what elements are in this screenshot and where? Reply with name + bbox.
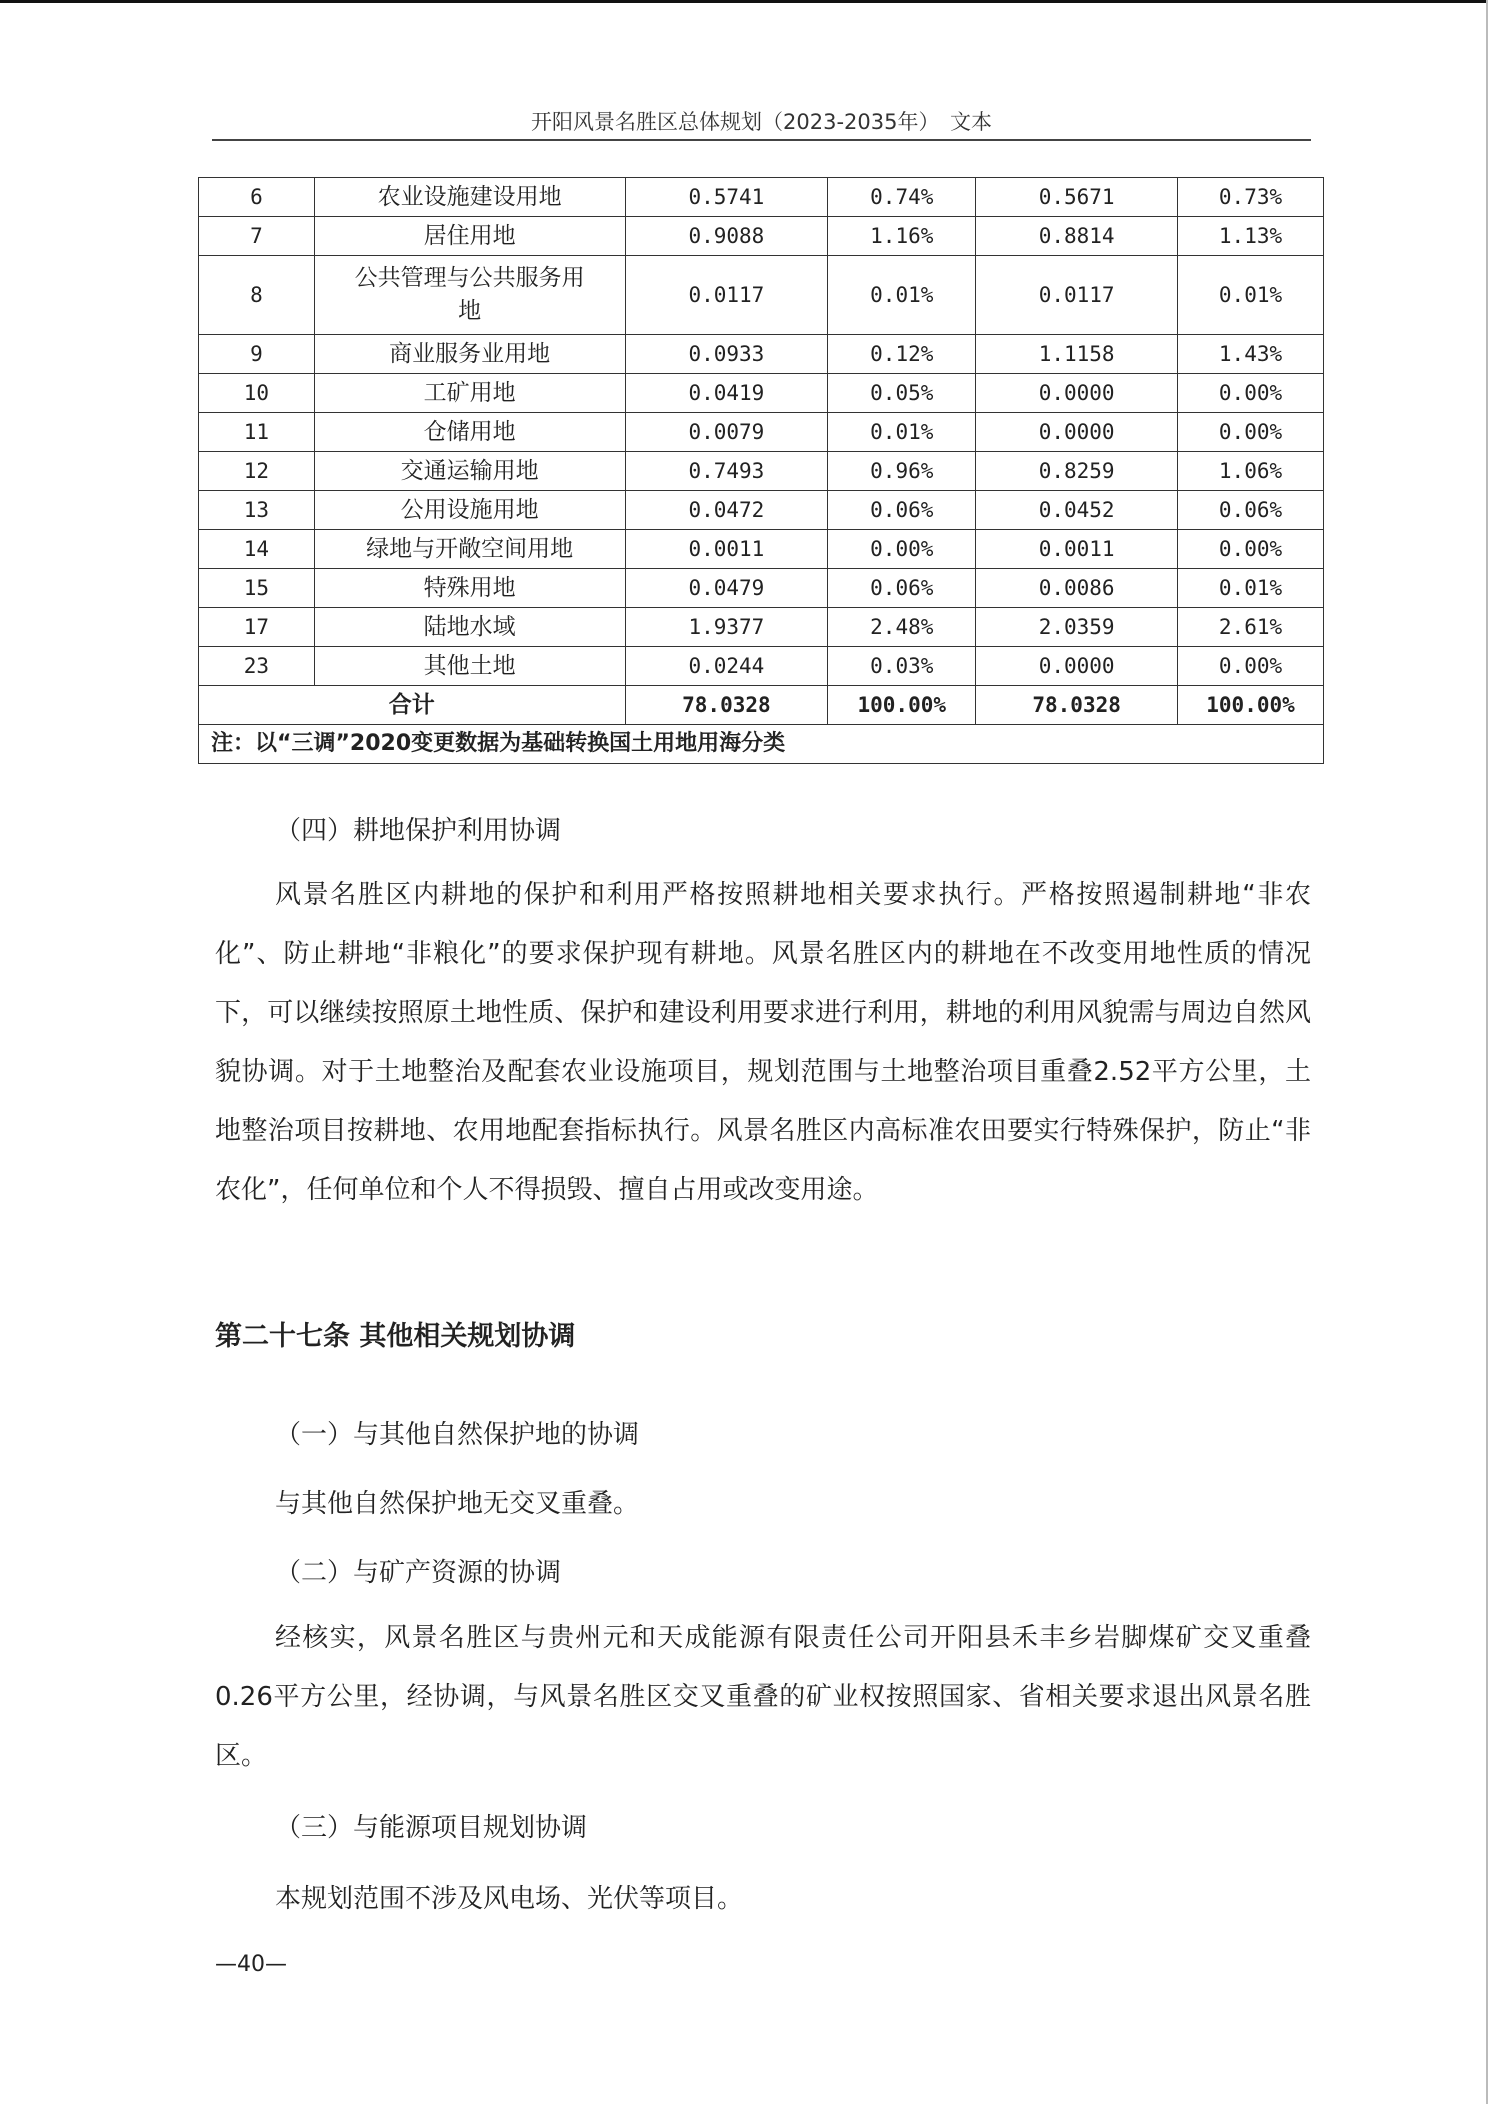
subsection-title-3: （三）与能源项目规划协调 xyxy=(275,1813,588,1843)
area-before: 1.9377 xyxy=(625,608,828,647)
row-number: 15 xyxy=(199,569,315,608)
row-number: 10 xyxy=(199,374,315,413)
row-number: 23 xyxy=(199,647,315,686)
area-after: 0.8259 xyxy=(976,452,1178,491)
area-before: 0.0117 xyxy=(625,256,828,335)
table-note: 注：以“三调”2020变更数据为基础转换国土用地用海分类 xyxy=(199,725,1324,764)
table-row xyxy=(199,530,1324,569)
area-before: 0.9088 xyxy=(625,217,828,256)
area-before: 0.0479 xyxy=(625,569,828,608)
header-rule xyxy=(212,139,1311,141)
table-row xyxy=(199,569,1324,608)
table-row xyxy=(199,647,1324,686)
table-row xyxy=(199,217,1324,256)
area-before: 0.0011 xyxy=(625,530,828,569)
land-type-name: 陆地水域 xyxy=(314,608,625,647)
land-type-name: 公用设施用地 xyxy=(314,491,625,530)
paragraph-nature-reserve: 与其他自然保护地无交叉重叠。 xyxy=(275,1489,640,1519)
area-before: 0.5741 xyxy=(625,178,828,217)
paragraph-mineral: 经核实，风景名胜区与贵州元和天成能源有限责任公司开阳县禾丰乡岩脚煤矿交叉重叠0.26平方公里，经协调，与风景名胜区交叉重叠的矿业权按照国家、省相关要求退出风景名胜区。 xyxy=(215,1623,1311,1771)
area-after: 2.0359 xyxy=(976,608,1178,647)
percent-before: 0.05% xyxy=(828,374,976,413)
table-row xyxy=(199,335,1324,374)
land-type-name: 农业设施建设用地 xyxy=(314,178,625,217)
area-before: 0.0079 xyxy=(625,413,828,452)
total-row xyxy=(199,686,1324,725)
land-type-name: 仓储用地 xyxy=(314,413,625,452)
table-row xyxy=(199,491,1324,530)
total-p2: 100.00% xyxy=(1178,686,1324,725)
total-a2: 78.0328 xyxy=(976,686,1178,725)
area-before: 0.0472 xyxy=(625,491,828,530)
land-type-name: 居住用地 xyxy=(314,217,625,256)
area-after: 0.0000 xyxy=(976,374,1178,413)
land-type-name: 工矿用地 xyxy=(314,374,625,413)
subsection-title-2: （二）与矿产资源的协调 xyxy=(275,1558,562,1588)
row-number: 13 xyxy=(199,491,315,530)
land-type-name: 公共管理与公共服务用地 xyxy=(314,256,625,335)
row-number: 17 xyxy=(199,608,315,647)
total-label: 合计 xyxy=(199,686,626,725)
percent-before: 0.96% xyxy=(828,452,976,491)
percent-after: 0.00% xyxy=(1178,530,1324,569)
top-border xyxy=(0,0,1488,3)
row-number: 14 xyxy=(199,530,315,569)
area-before: 0.7493 xyxy=(625,452,828,491)
land-type-name: 特殊用地 xyxy=(314,569,625,608)
note-row xyxy=(199,725,1324,764)
land-type-name: 商业服务业用地 xyxy=(314,335,625,374)
area-before: 0.0933 xyxy=(625,335,828,374)
percent-after: 1.13% xyxy=(1178,217,1324,256)
area-after: 0.0452 xyxy=(976,491,1178,530)
area-after: 0.0117 xyxy=(976,256,1178,335)
percent-before: 0.03% xyxy=(828,647,976,686)
row-number: 6 xyxy=(199,178,315,217)
page-number: —40— xyxy=(215,1952,287,1977)
area-after: 0.0011 xyxy=(976,530,1178,569)
land-type-name: 交通运输用地 xyxy=(314,452,625,491)
land-type-name: 其他土地 xyxy=(314,647,625,686)
area-after: 0.0000 xyxy=(976,647,1178,686)
percent-after: 0.01% xyxy=(1178,256,1324,335)
percent-before: 2.48% xyxy=(828,608,976,647)
table-row xyxy=(199,256,1324,335)
percent-after: 0.00% xyxy=(1178,413,1324,452)
area-after: 1.1158 xyxy=(976,335,1178,374)
percent-after: 0.00% xyxy=(1178,647,1324,686)
subsection-title-1: （一）与其他自然保护地的协调 xyxy=(275,1420,640,1450)
percent-before: 0.12% xyxy=(828,335,976,374)
table-row xyxy=(199,413,1324,452)
percent-after: 0.06% xyxy=(1178,491,1324,530)
area-after: 0.0000 xyxy=(976,413,1178,452)
percent-after: 1.06% xyxy=(1178,452,1324,491)
percent-before: 0.74% xyxy=(828,178,976,217)
subsection-title-4: （四）耕地保护利用协调 xyxy=(275,816,562,846)
paragraph-energy: 本规划范围不涉及风电场、光伏等项目。 xyxy=(275,1884,744,1914)
running-header: 开阳风景名胜区总体规划（2023-2035年） 文本 xyxy=(531,110,992,134)
table-row xyxy=(199,178,1324,217)
paragraph-farmland: 风景名胜区内耕地的保护和利用严格按照耕地相关要求执行。严格按照遏制耕地“非农化”、防止耕地“非粮化”的要求保护现有耕地。风景名胜区内的耕地在不改变用地性质的情况下，可以继续按照原土地性质、保护和建设利用要求进行利用，耕地的利用风貌需与周边自然风貌协调。对于土地整治及配套农业设施项目，规划范围与土地整治项目重叠2.52平方公里，土地整治项目按耕地、农用地配套指标执行。风景名胜区内高标准农田要实行特殊保护，防止“非农化”，任何单位和个人不得损毁、擅自占用或改变用途。 xyxy=(215,880,1311,1205)
percent-before: 0.01% xyxy=(828,256,976,335)
table-row xyxy=(199,374,1324,413)
table-row xyxy=(199,608,1324,647)
row-number: 12 xyxy=(199,452,315,491)
row-number: 11 xyxy=(199,413,315,452)
total-a1: 78.0328 xyxy=(625,686,828,725)
percent-after: 1.43% xyxy=(1178,335,1324,374)
percent-after: 0.73% xyxy=(1178,178,1324,217)
article-title: 第二十七条 其他相关规划协调 xyxy=(215,1321,576,1352)
percent-before: 0.06% xyxy=(828,491,976,530)
percent-before: 0.00% xyxy=(828,530,976,569)
area-before: 0.0244 xyxy=(625,647,828,686)
area-after: 0.0086 xyxy=(976,569,1178,608)
percent-before: 0.06% xyxy=(828,569,976,608)
percent-after: 2.61% xyxy=(1178,608,1324,647)
area-after: 0.5671 xyxy=(976,178,1178,217)
land-type-name: 绿地与开敞空间用地 xyxy=(314,530,625,569)
percent-after: 0.00% xyxy=(1178,374,1324,413)
percent-before: 1.16% xyxy=(828,217,976,256)
table-row xyxy=(199,452,1324,491)
percent-before: 0.01% xyxy=(828,413,976,452)
land-use-table xyxy=(198,177,1324,764)
row-number: 9 xyxy=(199,335,315,374)
percent-after: 0.01% xyxy=(1178,569,1324,608)
area-before: 0.0419 xyxy=(625,374,828,413)
total-p1: 100.00% xyxy=(828,686,976,725)
area-after: 0.8814 xyxy=(976,217,1178,256)
row-number: 8 xyxy=(199,256,315,335)
row-number: 7 xyxy=(199,217,315,256)
